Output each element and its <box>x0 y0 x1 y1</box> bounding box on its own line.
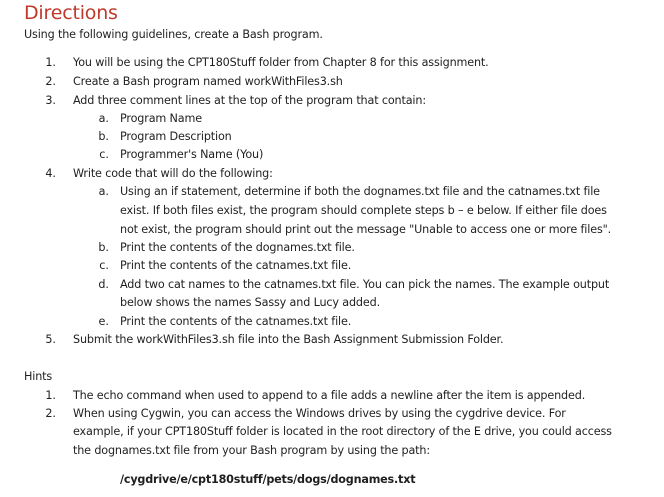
substep-text: Program Name <box>120 112 202 125</box>
substep-letter: e. <box>98 315 109 328</box>
step-text: Add three comment lines at the top of the program that contain: <box>73 94 426 107</box>
step-number: 1. <box>45 56 56 69</box>
substep-letter: a. <box>98 185 109 198</box>
hint-text: When using Cygwin, you can access the Windows drives by using the cygdrive device. For <box>73 407 566 420</box>
step-number: 3. <box>45 94 56 107</box>
cygdrive-path: /cygdrive/e/cpt180stuff/pets/dogs/dognames.txt <box>120 473 416 486</box>
hint-number: 1. <box>45 389 56 402</box>
substep-text: Print the contents of the catnames.txt file. <box>120 259 352 272</box>
substep-text: Print the contents of the dognames.txt file. <box>120 241 355 254</box>
hint-text: the dognames.txt file from your Bash program by using the path: <box>73 444 430 457</box>
step-number: 5. <box>45 333 56 346</box>
substep-text: Print the contents of the catnames.txt file. <box>120 315 352 328</box>
substep-letter: b. <box>98 130 109 143</box>
step-text: Create a Bash program named workWithFiles3.sh <box>73 75 343 88</box>
step-number: 4. <box>45 167 56 180</box>
step-text: Submit the workWithFiles3.sh file into the Bash Assignment Submission Folder. <box>73 333 504 346</box>
substep-letter: a. <box>98 112 109 125</box>
step-text: You will be using the CPT180Stuff folder from Chapter 8 for this assignment. <box>73 56 489 69</box>
hint-number: 2. <box>45 407 56 420</box>
substep-text: Add two cat names to the catnames.txt file. You can pick the names. The example output <box>120 278 610 291</box>
hints-heading: Hints <box>24 370 53 383</box>
intro-text: Using the following guidelines, create a Bash program. <box>24 28 323 41</box>
step-number: 2. <box>45 75 56 88</box>
substep-text: exist. If both files exist, the program should complete steps b – e below. If either file does <box>120 204 607 217</box>
substep-letter: c. <box>99 148 109 161</box>
step-text: Write code that will do the following: <box>73 167 273 180</box>
substep-text: Using an if statement, determine if both the dognames.txt file and the catnames.txt file <box>120 185 600 198</box>
substep-letter: c. <box>99 259 109 272</box>
substep-letter: b. <box>98 241 109 254</box>
substep-text: below shows the names Sassy and Lucy added. <box>120 296 380 309</box>
substep-text: Program Description <box>120 130 232 143</box>
substep-text: Programmer's Name (You) <box>120 148 264 161</box>
hint-text: The echo command when used to append to a file adds a newline after the item is appended. <box>73 389 586 402</box>
substep-letter: d. <box>98 278 109 291</box>
page-title: Directions <box>24 2 118 24</box>
substep-text: not exist, the program should print out the message "Unable to access one or more files". <box>120 223 612 236</box>
hint-text: example, if your CPT180Stuff folder is located in the root directory of the E drive, you could access <box>73 425 612 438</box>
